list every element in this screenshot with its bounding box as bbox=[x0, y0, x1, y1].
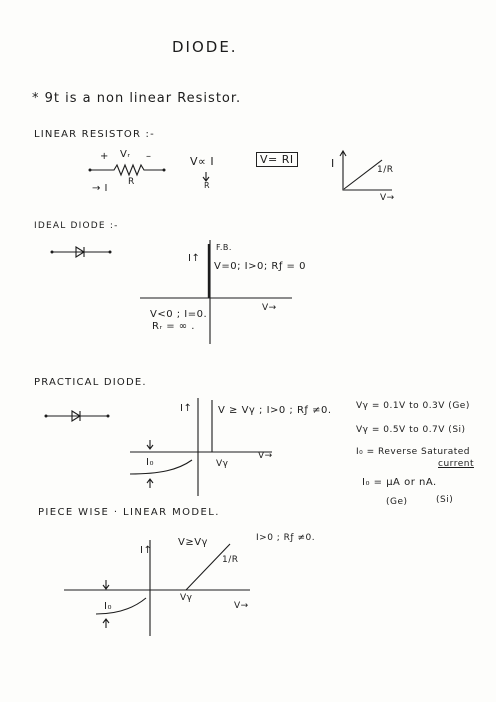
linear-resistor-heading: LINEAR RESISTOR :- bbox=[34, 129, 155, 140]
resistor-voltage-label: Vᵣ bbox=[120, 149, 131, 160]
note-current-units: I₀ = μA or nA. bbox=[362, 477, 437, 488]
note-reverse-saturated: I₀ = Reverse Saturated bbox=[356, 447, 471, 457]
ideal-diode-graph bbox=[140, 240, 292, 344]
ideal-reverse-resistance: Rᵣ = ∞ . bbox=[152, 321, 195, 332]
practical-v-axis-label: V→ bbox=[258, 451, 273, 461]
practical-i-axis-label: I↑ bbox=[180, 403, 193, 414]
ideal-v-axis-label: V→ bbox=[262, 303, 277, 313]
note-ge-label: (Ge) bbox=[386, 497, 408, 507]
pwl-i-axis-label: I↑ bbox=[140, 545, 153, 556]
note-si-label: (Si) bbox=[436, 495, 454, 505]
linear-graph-slope-label: 1/R bbox=[377, 165, 394, 175]
ideal-fb-label: F.B. bbox=[216, 243, 232, 252]
note-si-threshold: Vγ = 0.5V to 0.7V (Si) bbox=[356, 425, 466, 435]
pwl-condition-v: V≥Vγ bbox=[178, 537, 208, 548]
proportionality-text: V∝ I bbox=[190, 155, 215, 168]
proportionality-r: R bbox=[204, 181, 211, 190]
practical-vgamma-label: Vγ bbox=[216, 459, 229, 469]
resistor-plus-label: + bbox=[100, 151, 109, 162]
pwl-condition-i: I>0 ; Rƒ ≠0. bbox=[256, 533, 316, 543]
pwl-i0-label: I₀ bbox=[104, 601, 112, 612]
note-ge-threshold: Vγ = 0.1V to 0.3V (Ge) bbox=[356, 401, 470, 411]
practical-i0-label: I₀ bbox=[146, 457, 154, 468]
ideal-diode-symbol bbox=[51, 247, 112, 257]
practical-diode-heading: PRACTICAL DIODE. bbox=[34, 377, 147, 388]
practical-diode-graph bbox=[130, 398, 272, 496]
ohms-law-box: V= RI bbox=[256, 152, 298, 167]
ideal-diode-heading: IDEAL DIODE :- bbox=[34, 221, 119, 231]
ideal-i-axis-label: I↑ bbox=[188, 253, 201, 264]
pwl-vgamma-label: Vγ bbox=[180, 593, 193, 603]
practical-diode-symbol bbox=[45, 411, 110, 421]
pwl-v-axis-label: V→ bbox=[234, 601, 249, 611]
linear-graph-v-label: V→ bbox=[380, 193, 395, 203]
linear-graph-i-label: I bbox=[331, 157, 335, 170]
resistor-minus-label: – bbox=[146, 151, 152, 162]
pwl-slope-label: 1/R bbox=[222, 555, 239, 565]
page-title: DIODE. bbox=[172, 38, 238, 56]
resistor-r-label: R bbox=[128, 177, 135, 187]
resistor-current-label: → I bbox=[92, 183, 109, 194]
practical-forward-condition: V ≥ Vγ ; I>0 ; Rƒ ≠0. bbox=[218, 405, 332, 416]
ideal-forward-condition: V=0; I>0; Rƒ = 0 bbox=[214, 261, 306, 272]
linear-vi-graph bbox=[340, 151, 392, 190]
ideal-reverse-condition: V<0 ; I=0. bbox=[150, 309, 208, 320]
intro-text: * 9t is a non linear Resistor. bbox=[32, 91, 242, 106]
pwl-heading: PIECE WISE · LINEAR MODEL. bbox=[38, 507, 220, 518]
resistor-symbol bbox=[89, 165, 166, 175]
note-current: current bbox=[438, 459, 474, 469]
pwl-graph bbox=[64, 537, 250, 636]
